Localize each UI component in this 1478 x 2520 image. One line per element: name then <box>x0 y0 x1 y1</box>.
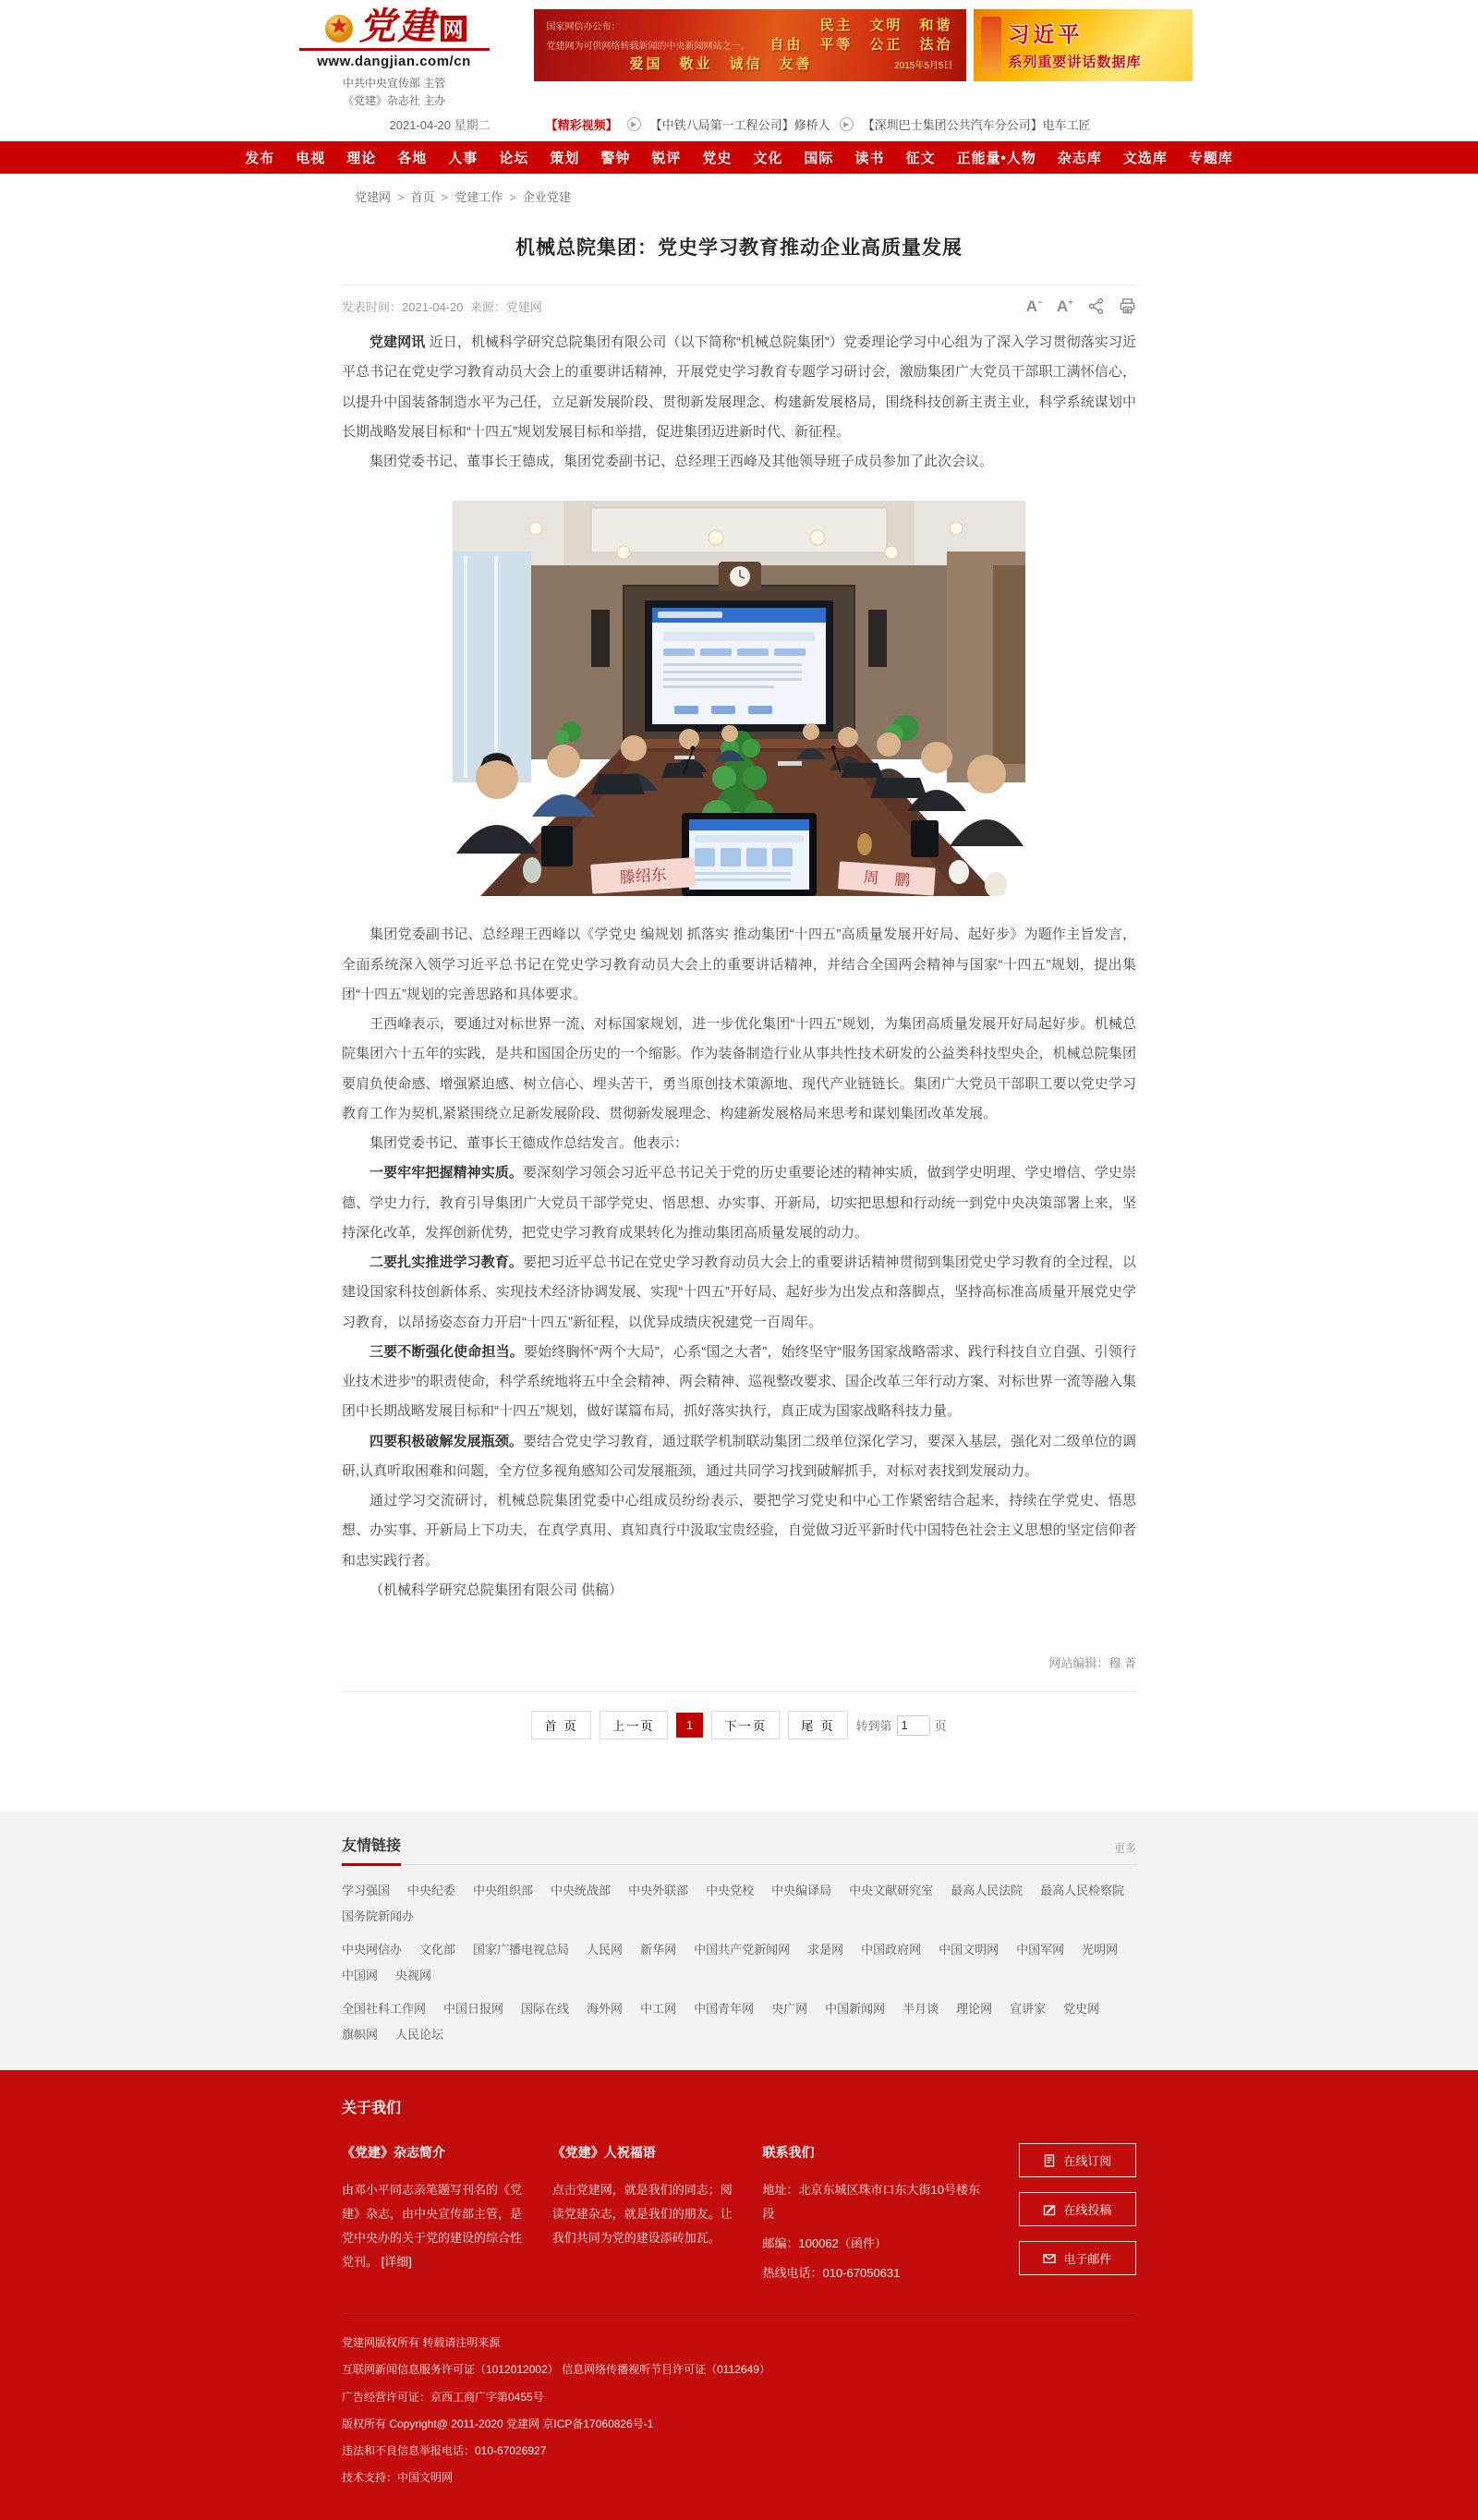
play-icon: ▶ <box>627 117 641 131</box>
font-larger-button[interactable]: A+ <box>1056 297 1073 316</box>
nav-item[interactable]: 理论 <box>346 151 377 167</box>
detail-link[interactable]: [详细] <box>381 2255 412 2270</box>
friend-link[interactable]: 央广网 <box>771 2002 808 2017</box>
article-paragraph: 三要不断强化使命担当。要始终胸怀“两个大局”，心系“国之大者”，始终坚守“服务国家战略需求、践行科技自立自强、引领行业技术进步”的职责使命，科学系统地将五中全会精神、两会精神、巡视整改要求、国企改革三年行动方案、对标世界一流等融入集团中长期战略发展目标和“十四五”规划，做好谋篇布局，抓好落实执行，真正成为国家战略科技力量。 <box>342 1343 1137 1420</box>
friend-link[interactable]: 最高人民法院 <box>951 1884 1024 1898</box>
site-name-script: 党建 <box>358 5 437 48</box>
friend-link[interactable]: 党史网 <box>1063 2002 1100 2017</box>
legal-line: 版权所有 Copyright@ 2011-2020 党建网 京ICP备17060826号-1 <box>342 2417 654 2430</box>
video-link-1[interactable]: 【中铁八局第一工程公司】修桥人 <box>649 118 830 133</box>
article-paragraph: 二要扎实推进学习教育。要把习近平总书记在党史学习教育动员大会上的重要讲话精神贯彻到集团党史学习教育的全过程，以建设国家科技创新体系、实现技术经济协调发展、实现“十四五”开好局、起好步为出发点和落脚点，坚持高标准高质量开展党史学习教育，以昂扬姿态奋力开启“十四五”新征程，以优异成绩庆祝建党一百周年。 <box>342 1254 1136 1330</box>
banner-date: 2015年5月5日 <box>894 61 953 71</box>
friend-link[interactable]: 半月谈 <box>903 2002 939 2017</box>
friend-link[interactable]: 中国政府网 <box>861 1943 922 1957</box>
article-paragraph: 一要牢牢把握精神实质。要深刻学习领会习近平总书记关于党的历史重要论述的精神实质，做到学史明理、学史增信、学史崇德、学史力行，教育引导集团广大党员干部学党史、悟思想、办实事、开新局，切实把思想和行动统一到党中央决策部署上来，坚持深化改革，发挥创新优势，把党史学习教育成果转化为推动集团高质量发展的动力。 <box>342 1165 1136 1241</box>
article-photo <box>453 501 1025 896</box>
article-bottom-divider <box>342 1691 1136 1692</box>
print-icon[interactable] <box>1119 297 1136 315</box>
nav-item[interactable]: 正能量•人物 <box>956 151 1036 167</box>
email-button[interactable]: 电子邮件 <box>1019 2241 1136 2275</box>
breadcrumb-link[interactable]: 党建网 <box>355 190 392 205</box>
email-icon <box>1043 2252 1056 2265</box>
friend-link[interactable]: 人民网 <box>587 1943 624 1957</box>
friend-link[interactable]: 中央文献研究室 <box>849 1884 934 1898</box>
breadcrumb-separator: > <box>397 190 405 205</box>
contact-line: 邮编：100062（函件） <box>762 2236 887 2251</box>
friend-link[interactable]: 宣讲家 <box>1010 2002 1047 2017</box>
article-paragraph: 集团党委书记、董事长王德成，集团党委副书记、总经理王西峰及其他领导班子成员参加了此次会议。 <box>370 454 994 470</box>
article-paragraph: 王西峰表示，要通过对标世界一流、对标国家规划，进一步优化集团“十四五”规划，为集团高质量发展开好局起好步。机械总院集团六十五年的实践，是共和国国企历史的一个缩影。作为装备制造行业从事共性技术研发的公益类科技型央企，机械总院集团要肩负使命感、增强紧迫感、树立信心、埋头苦干，勇当原创技术策源地、现代产业链链长。集团广大党员干部职工要以党史学习教育工作为契机,紧紧围绕立足新发展阶段、贯彻新发展理念、构建新发展格局来思考和谋划集团改革发展。 <box>342 1016 1136 1121</box>
nav-item[interactable]: 文化 <box>753 151 783 167</box>
friend-link[interactable]: 中央外联部 <box>628 1884 689 1898</box>
article <box>342 233 1136 1811</box>
friend-link[interactable]: 国际在线 <box>521 2002 570 2017</box>
core-values-banner[interactable] <box>534 9 966 81</box>
friend-link[interactable]: 中国网 <box>342 1969 379 1983</box>
friend-link[interactable]: 国家广播电视总局 <box>473 1943 570 1957</box>
nav-item[interactable]: 征文 <box>905 151 936 167</box>
friend-link[interactable]: 中央组织部 <box>473 1884 534 1898</box>
friend-link[interactable]: 学习强国 <box>342 1884 391 1898</box>
footer-magazine-intro: 《党建》杂志简介 由邓小平同志亲笔题写刊名的《党建》杂志，由中央宣传部主管，是党中央办的关于党的建设的综合性党刊。 [详细] <box>342 2145 523 2270</box>
nav-item[interactable]: 国际 <box>804 151 834 167</box>
party-emblem-icon <box>322 11 356 44</box>
article-paragraph: 通过学习交流研讨，机械总院集团党委中心组成员纷纷表示，要把学习党史和中心工作紧密结合起来，持续在学党史、悟思想、办实事、开新局上下功夫，在真学真用、真知真行中汲取宝贵经验，自觉做习近平新时代中国特色社会主义思想的坚定信仰者和忠实践行者。 <box>342 1493 1136 1569</box>
nav-item[interactable]: 论坛 <box>499 151 529 167</box>
placard-right-name: 周 鹏 <box>862 868 911 890</box>
friend-link[interactable]: 人民论坛 <box>395 2028 444 2042</box>
nav-item[interactable]: 文选库 <box>1122 151 1168 167</box>
friend-link[interactable]: 文化部 <box>419 1943 456 1957</box>
play-icon: ▶ <box>840 117 854 131</box>
friend-link[interactable]: 中国新闻网 <box>825 2002 886 2017</box>
friend-link[interactable]: 新华网 <box>640 1943 677 1957</box>
legal-line: 技术支持：中国文明网 <box>342 2471 454 2485</box>
legal-line: 党建网版权所有 转载请注明来源 <box>342 2336 501 2350</box>
nav-item[interactable]: 锐评 <box>651 151 682 167</box>
banner-deco <box>981 17 1001 74</box>
banner-small-text: 国家网信办公布： <box>546 22 621 32</box>
friend-link[interactable]: 中国共产党新闻网 <box>694 1943 791 1957</box>
friend-link[interactable]: 中国军网 <box>1016 1943 1065 1957</box>
friend-link[interactable]: 中国青年网 <box>694 2002 755 2017</box>
pagination-next-button[interactable]: 下一页 <box>711 1711 780 1739</box>
pagination-first-button[interactable]: 首 页 <box>531 1711 590 1739</box>
article-meta: 发表时间：2021-04-20 来源：党建网 <box>342 300 542 315</box>
friend-link[interactable]: 中国文明网 <box>939 1943 999 1957</box>
nav-item[interactable]: 电视 <box>296 151 326 167</box>
friend-link[interactable]: 理论网 <box>956 2002 993 2017</box>
goto-label-suffix: 页 <box>934 1719 947 1734</box>
article-body-top <box>342 328 1136 477</box>
site-header <box>0 0 1478 133</box>
subscribe-icon <box>1043 2154 1056 2167</box>
values-line-3: 爱国 敬业 诚信 友善 <box>629 56 813 72</box>
about-us-title: 关于我们 <box>342 2101 402 2117</box>
nav-item[interactable]: 发布 <box>245 151 275 167</box>
article-paragraph: （机械科学研究总院集团有限公司 供稿） <box>370 1581 624 1598</box>
friend-link[interactable]: 中央网信办 <box>342 1943 403 1957</box>
online-submit-button[interactable]: 在线投稿 <box>1019 2192 1136 2226</box>
goto-label-prefix: 转到第 <box>855 1719 892 1734</box>
site-url: www.dangjian.com/cn <box>317 54 471 69</box>
footer-contact: 联系我们 地址：北京东城区珠市口东大街10号楼东段 邮编：100062（函件） 热线电话：010-67050631 <box>763 2139 989 2291</box>
goto-page-input[interactable] <box>897 1715 930 1736</box>
article-paragraph: 集团党委书记、董事长王德成作总结发言。他表示： <box>370 1135 689 1152</box>
breadcrumb <box>342 188 1136 205</box>
friend-link[interactable]: 光明网 <box>1082 1943 1119 1957</box>
pagination-current-page[interactable]: 1 <box>676 1713 703 1738</box>
nav-item[interactable]: 警钟 <box>600 151 631 167</box>
nav-item[interactable]: 党史 <box>702 151 733 167</box>
page-title: 机械总院集团：党史学习教育推动企业高质量发展 <box>515 237 963 260</box>
friend-links-section <box>0 1811 1478 2070</box>
placard-left-name: 滕绍东 <box>619 866 668 888</box>
legal-line: 互联网新闻信息服务许可证（1012012002） 信息网络传播视听节目许可证（0112649） <box>342 2363 770 2377</box>
pagination-last-button[interactable]: 尾 页 <box>788 1711 847 1739</box>
online-subscribe-button[interactable]: 在线订阅 <box>1019 2143 1136 2177</box>
video-link-2[interactable]: 【深圳巴士集团公共汽车分公司】电车工匠 <box>862 118 1091 133</box>
footer-blessing: 《党建》人祝福语 点击党建网，就是我们的同志；阅读党建杂志，就是我们的朋友。让我们共同为党的建设添砖加瓦。 <box>551 2145 733 2246</box>
video-section-tag: 【精彩视频】 <box>545 118 618 133</box>
date-row <box>294 115 1185 133</box>
banner-small-text-2: 党建网为可供网络转载新闻的中央新闻网站之一。 <box>546 42 750 52</box>
font-smaller-button[interactable]: A− <box>1025 297 1043 316</box>
friend-link[interactable]: 海外网 <box>587 2002 624 2017</box>
nav-item[interactable]: 杂志库 <box>1057 151 1102 167</box>
friend-link[interactable]: 国务院新闻办 <box>342 1909 415 1924</box>
nav-item[interactable]: 策划 <box>550 151 580 167</box>
pagination <box>342 1711 1136 1811</box>
pagination-prev-button[interactable]: 上一页 <box>600 1711 668 1739</box>
site-name-box: 网 <box>441 16 466 42</box>
friend-link[interactable]: 中国日报网 <box>443 2002 504 2017</box>
nav-item[interactable]: 专题库 <box>1188 151 1233 167</box>
article-paragraph: 四要积极破解发展瓶颈。要结合党史学习教育，通过联学机制联动集团二级单位深化学习，要深入基层，强化对二级单位的调研,认真听取困难和问题，全方位多视角感知公司发展瓶颈，通过共同学习找到破解抓手，对标对表找到发展动力。 <box>342 1433 1136 1479</box>
friend-link[interactable]: 最高人民检察院 <box>1040 1884 1125 1898</box>
friend-links-row-3 <box>342 1999 1136 2042</box>
friend-link[interactable]: 全国社科工作网 <box>342 2002 427 2017</box>
submit-icon <box>1043 2203 1056 2216</box>
share-icon[interactable] <box>1087 297 1105 315</box>
banner-right-title: 习近平 <box>1008 22 1084 46</box>
values-line-2: 自由 平等 公正 法治 <box>769 37 953 53</box>
xi-speech-database-banner[interactable] <box>974 9 1193 81</box>
article-tools <box>1026 297 1136 315</box>
main-nav <box>0 141 1478 174</box>
legal-line: 违法和不良信息举报电话：010-67026927 <box>342 2443 547 2457</box>
friend-link[interactable]: 中央统战部 <box>551 1884 612 1898</box>
footer-buttons <box>1019 2139 1136 2291</box>
current-date: 2021-04-20 星期二 <box>389 118 491 133</box>
friend-links-row-2 <box>342 1940 1136 1983</box>
contact-line: 地址：北京东城区珠市口东大街10号楼东段 <box>762 2183 980 2222</box>
footer-legal <box>342 2315 1136 2487</box>
nav-item[interactable]: 读书 <box>854 151 885 167</box>
nav-item[interactable]: 各地 <box>397 151 428 167</box>
nav-item[interactable]: 人事 <box>448 151 479 167</box>
friend-link[interactable]: 央视网 <box>395 1969 432 1983</box>
friend-links-more[interactable]: 更多 <box>1113 1842 1136 1856</box>
friend-link[interactable]: 中央党校 <box>706 1884 755 1898</box>
breadcrumb-link[interactable]: 党建工作 <box>454 190 503 205</box>
legal-line: 广告经营许可证：京西工商广字第0455号 <box>342 2390 544 2404</box>
breadcrumb-separator: > <box>441 190 449 205</box>
logo-underline <box>299 48 490 51</box>
friend-link[interactable]: 中央纪委 <box>407 1884 456 1898</box>
friend-link[interactable]: 中工网 <box>640 2002 677 2017</box>
article-body-bottom <box>342 920 1136 1605</box>
friend-link[interactable]: 求是网 <box>807 1943 844 1957</box>
values-line-1: 民主 文明 和谐 <box>819 18 953 33</box>
friend-links-title: 友情链接 <box>342 1834 401 1866</box>
site-editor: 网站编辑：穆 菁 <box>1048 1656 1136 1671</box>
site-footer <box>0 2070 1478 2520</box>
friend-links-row-1 <box>342 1881 1136 1924</box>
breadcrumb-link[interactable]: 企业党建 <box>522 190 571 205</box>
friend-link[interactable]: 旗帜网 <box>342 2028 379 2042</box>
contact-line: 热线电话：010-67050631 <box>762 2266 901 2281</box>
breadcrumb-link[interactable]: 首页 <box>410 190 435 205</box>
breadcrumb-separator: > <box>509 190 516 205</box>
article-paragraph: 集团党委副书记、总经理王西峰以《学党史 编规划 抓落实 推动集团“十四五”高质量发展开好局、起好步》为题作主旨发言，全面系统深入领学习近平总书记在党史学习教育动员大会上的重要讲话精神，并结合全国两会精神与国家“十四五”规划，提出集团“十四五”规划的完善思路和具体要求。 <box>342 927 1136 1002</box>
logo-supervisor: 中共中央宣传部 主管 《党建》杂志社 主办 <box>342 77 446 107</box>
site-logo[interactable] <box>294 5 495 109</box>
article-paragraph: 党建网讯 近日，机械科学研究总院集团有限公司（以下简称“机械总院集团”）党委理论学习中心组为了深入学习贯彻落实习近平总书记在党史学习教育动员大会上的重要讲话精神，开展党史学习教育专题学习研讨会，激励集团广大党员干部职工满怀信心，以提升中国装备制造水平为己任，立足新发展阶段、贯彻新发展理念、构建新发展格局，围绕科技创新主责主业，科学系统谋划中长期战略发展目标和“十四五”规划发展目标和举措，促进集团迈进新时代、新征程。 <box>342 334 1136 440</box>
banner-right-subtitle: 系列重要讲话数据库 <box>1008 55 1142 70</box>
friend-link[interactable]: 中央编译局 <box>771 1884 832 1898</box>
